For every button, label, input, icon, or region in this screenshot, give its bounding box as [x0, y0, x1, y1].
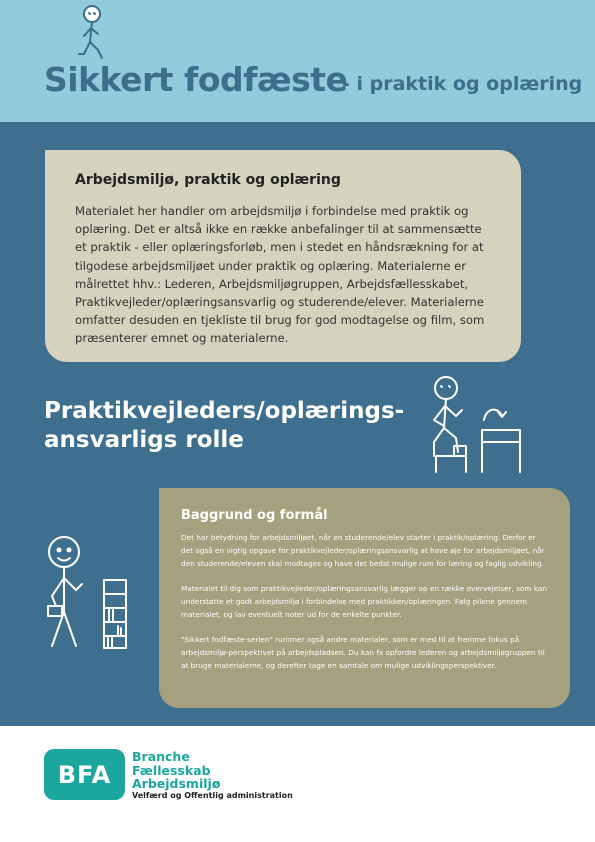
stick-figure-bookshelf-illustration	[42, 522, 134, 652]
page-title: Sikkert fodfæste	[44, 60, 348, 99]
stick-figure-walking-illustration	[72, 2, 112, 62]
intro-box	[45, 150, 521, 362]
section-title	[44, 397, 404, 455]
background-paragraph-1: Det har betydning for arbejdsmiljøet, når en studerende/elev starter i praktik/oplæring. Derfor er det også en vigtig opgave for praktikvejleder/oplæringsansvarlig at have øje for arbejdsmiljøet, når den studerende/eleven skal modtages og have det bedst mulige rum for læring og faglig udvikling.	[181, 533, 545, 568]
section-title-line-2: ansvarligs rolle	[44, 427, 244, 453]
intro-body: Materialet her handler om arbejdsmiljø i forbindelse med praktik og oplæring. Det er altså ikke en række anbefalinger til at sammensætte et praktik - eller oplæringsforløb, men i stedet en håndsrækning for at tilgodese arbejdsmiljøet under praktik og oplæring. Materialerne er målrettet hhv.: Lederen, Arbejdsmiljøgruppen, Arbejdsfællesskabet, Praktikvejleder/oplæringsansvarlig og studerende/elever. Materialerne omfatter desuden en tjekliste til brug for god modtagelse og film, som præsenterer emnet og materialerne.	[75, 204, 485, 346]
background-box	[159, 488, 570, 708]
background-paragraph-2: Materialet til dig som praktikvejleder/oplæringsansvarlig lægger op en række overvejelser, som kan understøtte et godt arbejdsmiljø i forbindelse med praktikken/oplæringen. Følg pilene gennem materialet, og lav eventuelt noter ud for de enkelte punkter.	[181, 584, 548, 619]
background-paragraph-3: "Sikkert fodfæste-serien" rummer også andre materialer, som er med til at fremme fokus på arbejdsmiljø-perspektivet på arbejdspladsen. Du kan fx opfordre lederen og arbejdsmiljøgruppen til at bruge materialerne, og derefter tage en samtale om mulige udviklingsperspektiver.	[181, 635, 545, 670]
org-name	[132, 750, 220, 791]
org-tagline: Velfærd og Offentlig administration	[132, 791, 293, 800]
intro-heading: Arbejdsmiljø, praktik og oplæring	[75, 172, 341, 188]
org-name-line-3: Arbejdsmiljø	[132, 776, 221, 791]
page-subtitle: - i praktik og oplæring	[342, 73, 583, 95]
stick-figure-stairs-illustration	[420, 372, 530, 474]
org-name-line-1: Branche	[132, 749, 190, 764]
section-title-line-1: Praktikvejleders/oplærings-	[44, 398, 405, 424]
background-heading: Baggrund og formål	[181, 508, 328, 523]
org-name-line-2: Fællesskab	[132, 762, 211, 778]
bfa-logo: BFA	[44, 749, 125, 800]
